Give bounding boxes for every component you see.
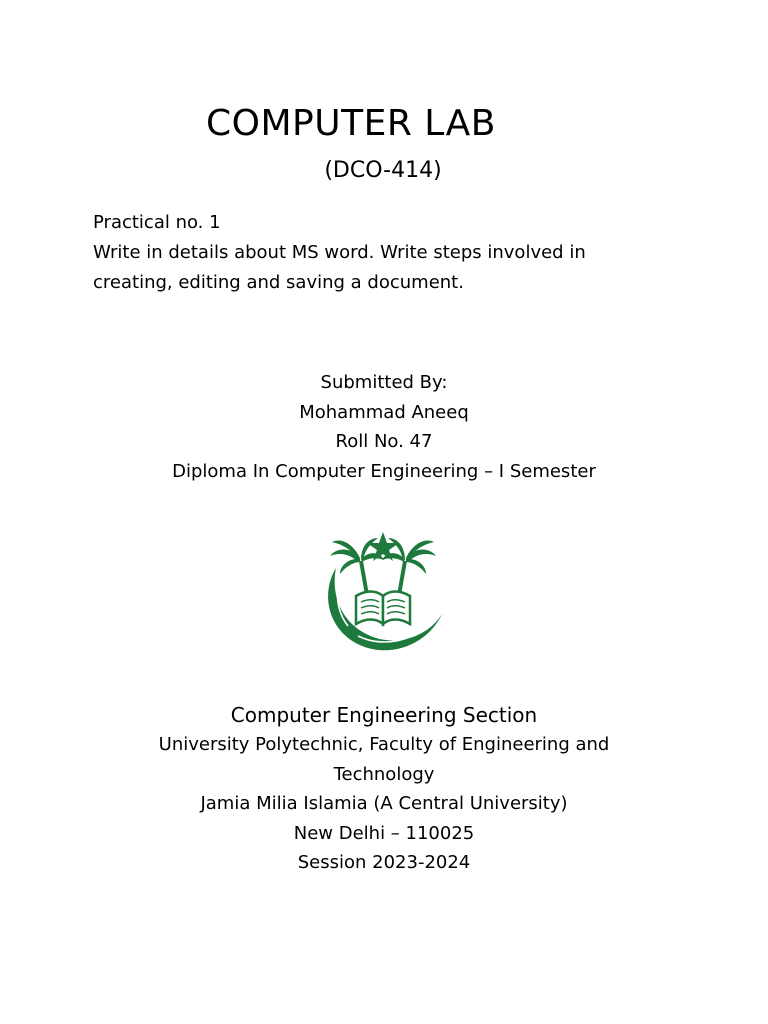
city-postal: New Delhi – 110025	[293, 822, 475, 844]
submission-details	[0, 368, 768, 486]
section-name: Computer Engineering Section	[230, 703, 538, 727]
faculty-line-1: University Polytechnic, Faculty of Engineering and	[158, 734, 610, 755]
practical-text-line-1: Write in details about MS word. Write steps involved in	[93, 242, 586, 263]
document-title: COMPUTER LAB	[206, 103, 496, 144]
faculty-line-2: Technology	[333, 763, 435, 785]
student-name: Mohammad Aneeq	[299, 401, 469, 423]
practical-description	[93, 208, 653, 298]
university-logo	[318, 528, 448, 656]
practical-number: Practical no. 1	[93, 212, 221, 233]
roll-number: Roll No. 47	[335, 431, 433, 452]
program-name: Diploma In Computer Engineering – I Semester	[172, 460, 596, 482]
university-name: Jamia Milia Islamia (A Central University)	[200, 793, 568, 814]
institute-details	[0, 700, 768, 878]
jamia-millia-islamia-emblem-icon	[318, 528, 448, 656]
session: Session 2023-2024	[297, 852, 471, 873]
course-code: (DCO-414)	[324, 158, 442, 183]
submitted-by-label: Submitted By:	[320, 372, 448, 393]
practical-text-line-2: creating, editing and saving a document.	[93, 272, 464, 293]
